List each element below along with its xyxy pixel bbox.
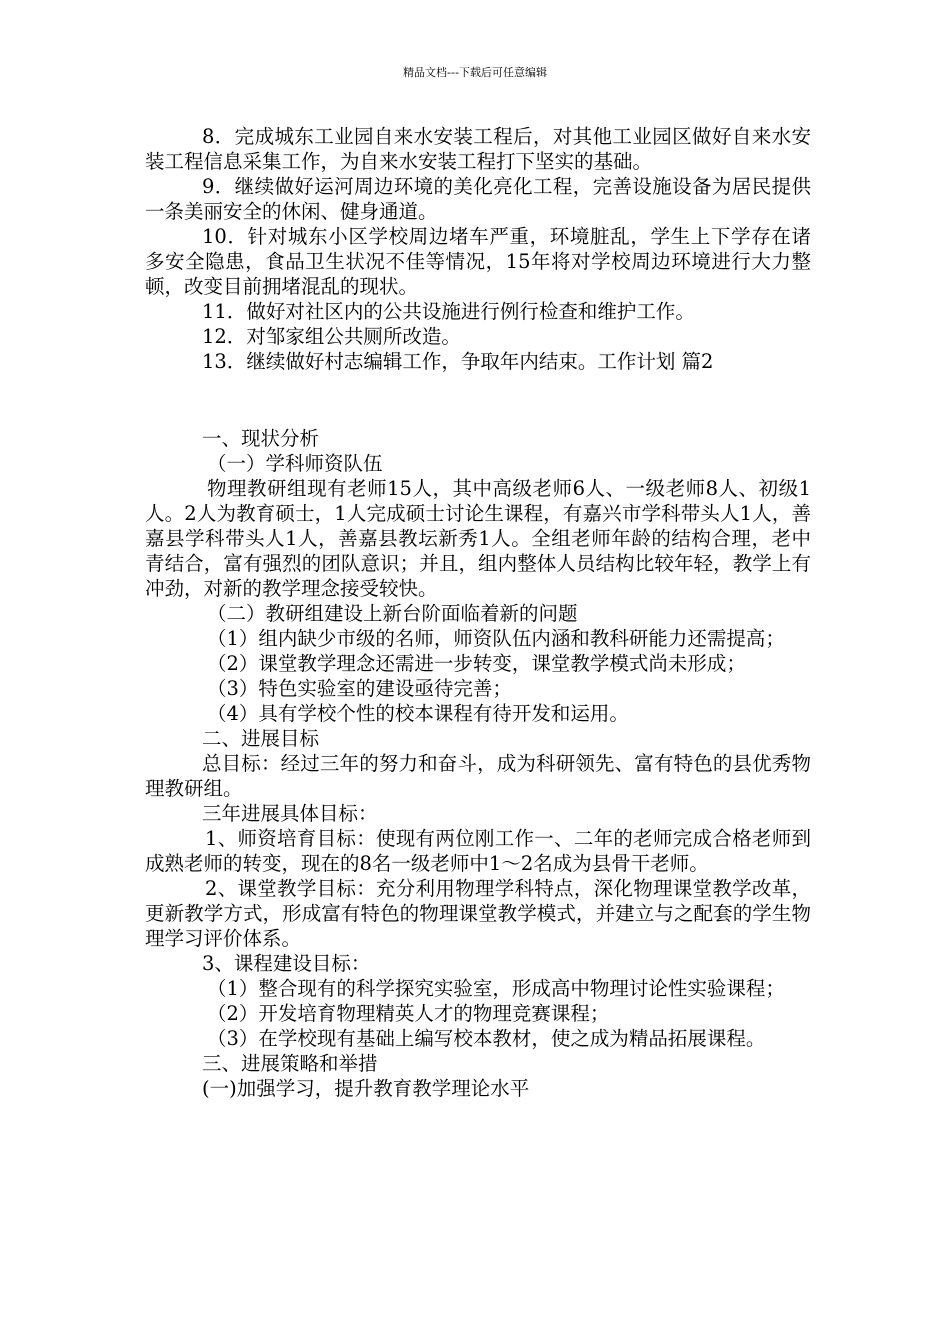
paragraph-item-8: 8．完成城东工业园自来水安装工程后，对其他工业园区做好自来水安装工程信息采集工作，为自来水安装工程打下坚实的基础。 — [145, 125, 811, 173]
page-header: 精品文档---下载后可任意编辑 — [403, 66, 547, 79]
paragraph-item-10: 10．针对城东小区学校周边堵车严重，环境脏乱，学生上下学存在诸多安全隐患，食品卫生状况不佳等情况，15年将对学校周边环境进行大力整顿，改变目前拥堵混乱的现状。 — [145, 225, 811, 298]
heading-status-analysis: 一、现状分析 — [202, 427, 320, 450]
paragraph-overall-goal: 总目标：经过三年的努力和奋斗，成为科研领先、富有特色的县优秀物理教研组。 — [145, 752, 811, 800]
goal-item-curriculum: 3、课程建设目标： — [202, 952, 371, 975]
problem-item-1: （1）组内缺少市级的名师，师资队伍内涵和教科研能力还需提高； — [207, 627, 785, 650]
subheading-strengthen-learning: (一)加强学习，提升教育教学理论水平 — [202, 1077, 530, 1100]
curriculum-item-3: （3）在学校现有基础上编写校本教材，使之成为精品拓展课程。 — [207, 1027, 766, 1050]
problem-item-2: （2）课堂教学理念还需进一步转变，课堂教学模式尚未形成； — [207, 652, 746, 675]
curriculum-item-1: （1）整合现有的科学探究实验室，形成高中物理讨论性实验课程； — [207, 977, 785, 1000]
subheading-new-problems: （二）教研组建设上新台阶面临着新的问题 — [207, 602, 578, 625]
subheading-teacher-team: （一）学科师资队伍 — [207, 452, 383, 475]
curriculum-item-2: （2）开发培育物理精英人才的物理竞赛课程； — [207, 1002, 610, 1025]
document-body — [145, 124, 811, 1101]
goal-item-teacher-training: 1、师资培育目标：使现有两位刚工作一、二年的老师完成合格老师到成熟老师的转变，现在的8名一级老师中1～2名成为县骨干老师。 — [145, 827, 811, 875]
paragraph-item-12: 12．对邹家组公共厕所改造。 — [202, 325, 461, 348]
heading-strategies: 三、进展策略和举措 — [202, 1052, 378, 1075]
paragraph-item-11: 11．做好对社区内的公共设施进行例行检查和维护工作。 — [202, 300, 695, 323]
goal-item-classroom-teaching: 2、课堂教学目标：充分利用物理学科特点，深化物理课堂教学改革，更新教学方式，形成富有特色的物理课堂教学模式，并建立与之配套的学生物理学习评价体系。 — [145, 877, 811, 950]
paragraph-item-9: 9．继续做好运河周边环境的美化亮化工程，完善设施设备为居民提供一条美丽安全的休闲、健身通道。 — [145, 175, 811, 223]
problem-item-4: （4）具有学校个性的校本课程有待开发和运用。 — [207, 702, 629, 725]
section-spacer — [145, 374, 811, 426]
problem-item-3: （3）特色实验室的建设亟待完善； — [207, 677, 512, 700]
subheading-three-year-goals: 三年进展具体目标： — [202, 802, 378, 825]
paragraph-item-13: 13．继续做好村志编辑工作，争取年内结束。工作计划 篇2 — [202, 350, 714, 373]
paragraph-team-description: 物理教研组现有老师15人，其中高级老师6人、一级老师8人、初级1人。2人为教育硕士，1人完成硕士讨论生课程，有嘉兴市学科带头人1人，善嘉县学科带头人1人，善嘉县教坛新秀1人。全组老师年龄的结构合理，老中青结合，富有强烈的团队意识；并且，组内整体人员结构比较年轻，教学上有冲劲，对新的教学理念接受较快。 — [145, 477, 811, 600]
heading-development-goals: 二、进展目标 — [202, 727, 320, 750]
